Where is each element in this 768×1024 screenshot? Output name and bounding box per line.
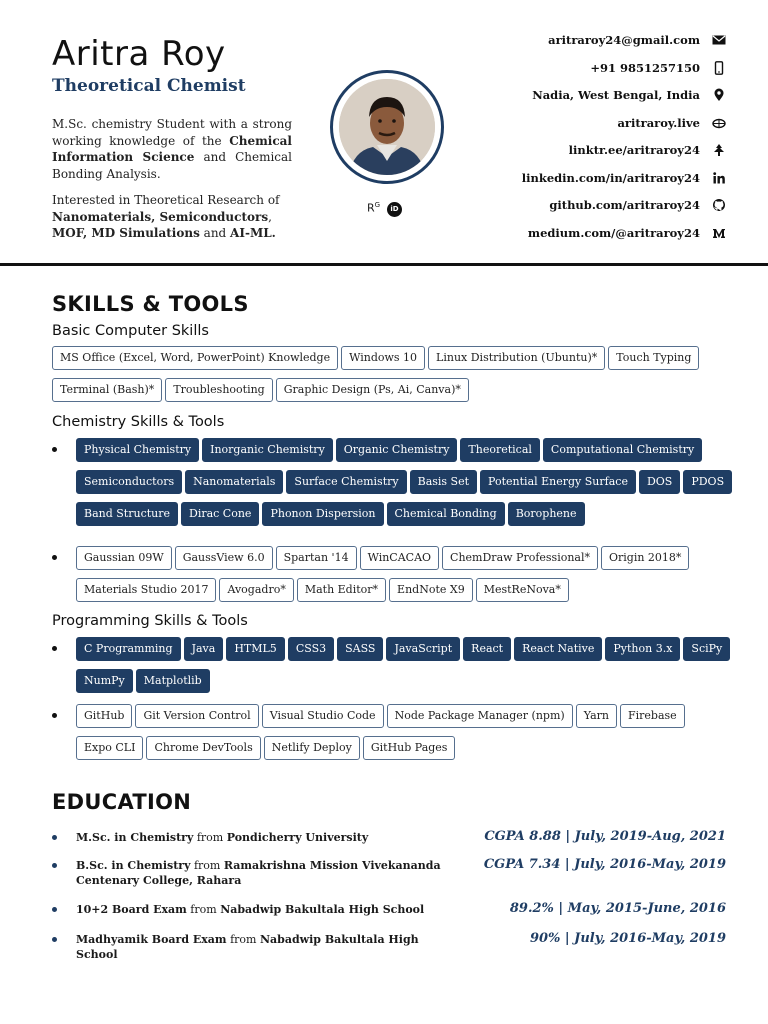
candidate-role: Theoretical Chemist (52, 76, 246, 96)
skill-tag: Inorganic Chemistry (202, 438, 333, 462)
header-divider (0, 263, 768, 266)
skill-tag: GitHub Pages (363, 736, 456, 760)
linkedin-icon (712, 171, 726, 185)
summary-text-run: Nanomaterials, Semiconductors (52, 209, 269, 224)
contact-medium[interactable] (428, 223, 728, 251)
education-grade-dates: 90% | July, 2016-May, 2019 (529, 931, 726, 946)
skill-tag: Node Package Manager (npm) (387, 704, 573, 728)
bullet (52, 863, 57, 868)
skill-tag: Gaussian 09W (76, 546, 172, 570)
skill-tag: Windows 10 (341, 346, 425, 370)
skill-tag: Chemical Bonding (387, 502, 505, 526)
summary-text-run: MOF, MD Simulations (52, 226, 200, 240)
skill-tag: Chrome DevTools (146, 736, 260, 760)
skill-tag: Firebase (620, 704, 685, 728)
section-title-skills: SKILLS & TOOLS (52, 292, 249, 316)
contact-text[interactable]: linkedin.com/in/aritraroy24 (521, 170, 700, 185)
section-title-education: EDUCATION (52, 790, 192, 814)
skill-tag: MS Office (Excel, Word, PowerPoint) Knowledge (52, 346, 338, 370)
summary-text-run: Chemical Information Science (52, 133, 292, 164)
skill-tag: Linux Distribution (Ubuntu)* (428, 346, 605, 370)
skill-tag: NumPy (76, 669, 133, 693)
phone-icon (712, 61, 726, 75)
contact-text[interactable]: Nadia, West Bengal, India (532, 88, 700, 102)
chemistry-topics-tags (76, 438, 756, 534)
skill-tag: Expo CLI (76, 736, 143, 760)
skill-tag: JavaScript (386, 637, 460, 661)
bullet (52, 937, 57, 942)
summary-text-run: Interested in Theoretical Research of (52, 193, 280, 207)
skill-tag: ChemDraw Professional* (442, 546, 598, 570)
medium-icon (712, 226, 726, 240)
summary-text-run: AI-ML. (230, 226, 276, 240)
skill-tag: Python 3.x (605, 637, 680, 661)
skill-tag: EndNote X9 (389, 578, 473, 602)
summary-text-run: , (268, 209, 272, 224)
skill-tag: GitHub (76, 704, 132, 728)
email-icon (712, 33, 726, 47)
linktree-icon (712, 143, 726, 157)
skill-tag: Dirac Cone (181, 502, 259, 526)
skill-tag: Basis Set (410, 470, 477, 494)
skill-tag: Touch Typing (608, 346, 699, 370)
education-grade-dates: 89.2% | May, 2015-June, 2016 (509, 901, 726, 916)
skill-tag: Java (184, 637, 224, 661)
programming-languages-tags (76, 637, 756, 701)
contact-text[interactable]: +91 9851257150 (590, 60, 700, 75)
contact-github[interactable] (428, 195, 728, 223)
skill-tag: Graphic Design (Ps, Ai, Canva)* (276, 378, 469, 402)
developer-tools-tags (76, 704, 756, 768)
skill-tag: React (463, 637, 511, 661)
skill-tag: MestReNova* (476, 578, 569, 602)
skill-tag: Origin 2018* (601, 546, 689, 570)
education-degree: M.Sc. in Chemistry from Pondicherry University (76, 831, 369, 844)
skill-tag: Computational Chemistry (543, 438, 702, 462)
contact-phone[interactable] (428, 58, 728, 86)
skill-tag: Yarn (576, 704, 617, 728)
education-degree: B.Sc. in Chemistry from Ramakrishna Mission Vivekananda Centenary College, Rahara (76, 859, 441, 887)
location-icon (712, 88, 726, 102)
skill-tag: HTML5 (226, 637, 285, 661)
contact-text[interactable]: aritraroy24@gmail.com (548, 33, 700, 47)
skill-tag: Matplotlib (136, 669, 210, 693)
skill-tag: GaussView 6.0 (175, 546, 273, 570)
chemistry-software-tags (76, 546, 756, 610)
skill-tag: Nanomaterials (185, 470, 283, 494)
skill-tag: Avogadro* (219, 578, 293, 602)
contact-text[interactable]: aritraroy.live (617, 115, 700, 130)
contact-linkedin[interactable] (428, 168, 728, 196)
orcid-icon[interactable]: iD (387, 202, 402, 217)
contact-list (428, 30, 728, 250)
skill-tag: Math Editor* (297, 578, 386, 602)
skill-tag: Potential Energy Surface (480, 470, 636, 494)
education-degree: 10+2 Board Exam from Nabadwip Bakultala High School (76, 903, 425, 916)
skill-tag: DOS (639, 470, 680, 494)
skill-tag: C Programming (76, 637, 181, 661)
summary-paragraph-2 (52, 192, 292, 242)
skill-tag: CSS3 (288, 637, 334, 661)
website-icon (712, 116, 726, 130)
contact-text[interactable]: medium.com/@aritraroy24 (527, 225, 700, 240)
skill-tag: Visual Studio Code (262, 704, 384, 728)
resume-header (0, 0, 768, 264)
skill-tag: Borophene (508, 502, 585, 526)
education-grade-dates: CGPA 7.34 | July, 2016-May, 2019 (483, 857, 726, 872)
skill-tag: React Native (514, 637, 602, 661)
subsection-programming-skills: Programming Skills & Tools (52, 613, 248, 629)
skill-tag: WinCACAO (360, 546, 439, 570)
skill-tag: Organic Chemistry (336, 438, 458, 462)
profile-photo (330, 70, 444, 184)
contact-text[interactable]: linktr.ee/aritraroy24 (568, 143, 700, 157)
contact-email[interactable] (428, 30, 728, 58)
skill-tag: Materials Studio 2017 (76, 578, 216, 602)
skill-tag: Semiconductors (76, 470, 182, 494)
basic-skills-tags (52, 346, 732, 410)
skill-tag: Git Version Control (135, 704, 258, 728)
subsection-basic-computer-skills: Basic Computer Skills (52, 323, 209, 339)
education-degree: Madhyamik Board Exam from Nabadwip Bakultala High School (76, 933, 419, 961)
skill-tag: Terminal (Bash)* (52, 378, 162, 402)
skill-tag: PDOS (683, 470, 732, 494)
skill-tag: Theoretical (460, 438, 540, 462)
skill-tag: SASS (337, 637, 383, 661)
summary-text-run: M.Sc. chemistry Student with a strong working knowledge of the (52, 117, 292, 148)
researchgate-icon[interactable]: $R^G$ (367, 201, 381, 215)
summary-text-run: and (199, 226, 231, 240)
bullet (52, 835, 57, 840)
github-icon (712, 198, 726, 212)
education-grade-dates: CGPA 8.88 | July, 2019-Aug, 2021 (484, 829, 726, 844)
subsection-chemistry-skills: Chemistry Skills & Tools (52, 414, 225, 430)
candidate-name: Aritra Roy (52, 34, 226, 74)
bullet (52, 907, 57, 912)
skill-tag: Troubleshooting (165, 378, 272, 402)
contact-text[interactable]: github.com/aritraroy24 (549, 198, 700, 212)
contact-location[interactable] (428, 85, 728, 113)
summary-paragraph-1 (52, 116, 292, 182)
skill-tag: Surface Chemistry (286, 470, 406, 494)
skill-tag: Band Structure (76, 502, 178, 526)
contact-website[interactable] (428, 113, 728, 141)
skill-tag: Netlify Deploy (264, 736, 360, 760)
skill-tag: SciPy (683, 637, 730, 661)
skill-tag: Spartan '14 (276, 546, 357, 570)
skill-tag: Phonon Dispersion (262, 502, 383, 526)
contact-linktree[interactable] (428, 140, 728, 168)
summary-text-run: and Chemical Bonding Analysis. (52, 150, 293, 181)
skill-tag: Physical Chemistry (76, 438, 199, 462)
